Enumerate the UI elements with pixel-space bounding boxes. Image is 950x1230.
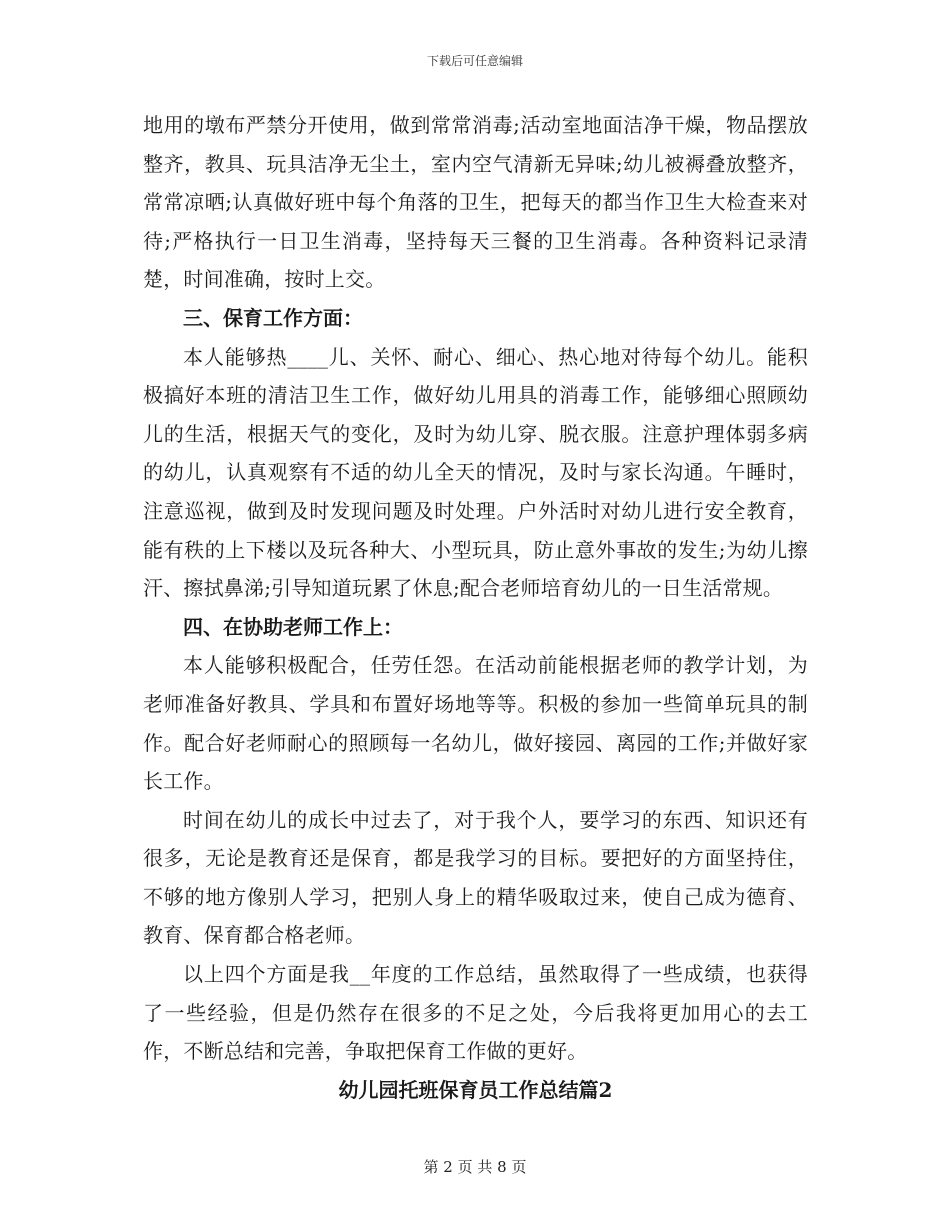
section-heading-4: 四、在协助老师工作上： (183, 614, 403, 639)
section-title-2: 幼儿园托班保育员工作总结篇2 (338, 1077, 613, 1102)
paragraph-reflection: 时间在幼儿的成长中过去了，对于我个人，要学习的东西、知识还有很多，无论是教育还是保育，都是我学习的目标。要把好的方面坚持住，不够的地方像别人学习，把别人身上的精华吸取过来，使自己成为德育、教育、保育都合格老师。 (143, 807, 808, 948)
page-footer: 第 2 页 共 8 页 (423, 1158, 527, 1176)
paragraph-care-work: 本人能够热____儿、关怀、耐心、细心、热心地对待每个幼儿。能积极搞好本班的清洁卫生工作，做好幼儿用具的消毒工作，能够细心照顾幼儿的生活，根据天气的变化，及时为幼儿穿、脱衣服。注意护理体弱多病的幼儿，认真观察有不适的幼儿全天的情况，及时与家长沟通。午睡时，注意巡视，做到及时发现问题及时处理。户外活时对幼儿进行安全教育，能有秩的上下楼以及玩各种大、小型玩具，防止意外事故的发生;为幼儿擦汗、擦拭鼻涕;引导知道玩累了休息;配合老师培育幼儿的一日生活常规。 (143, 344, 808, 601)
paragraph-assist-teacher: 本人能够积极配合，任劳任怨。在活动前能根据老师的教学计划，为老师准备好教具、学具和布置好场地等等。积极的参加一些简单玩具的制作。配合好老师耐心的照顾每一名幼儿，做好接园、离园的工作;并做好家长工作。 (143, 653, 808, 794)
page-header: 下载后可任意编辑 (426, 54, 523, 68)
paragraph-summary: 以上四个方面是我__年度的工作总结，虽然取得了一些成绩，也获得了一些经验，但是仍然存在很多的不足之处，今后我将更加用心的去工作，不断总结和完善，争取把保育工作做的更好。 (143, 962, 808, 1064)
section-heading-3: 三、保育工作方面： (183, 305, 363, 330)
paragraph-hygiene: 地用的墩布严禁分开使用，做到常常消毒;活动室地面洁净干燥，物品摆放整齐，教具、玩具洁净无尘土，室内空气清新无异味;幼儿被褥叠放整齐，常常凉晒;认真做好班中每个角落的卫生，把每天的都当作卫生大检查来对待;严格执行一日卫生消毒，坚持每天三餐的卫生消毒。各种资料记录清楚，时间准确，按时上交。 (143, 113, 808, 292)
document-body (143, 106, 808, 1109)
